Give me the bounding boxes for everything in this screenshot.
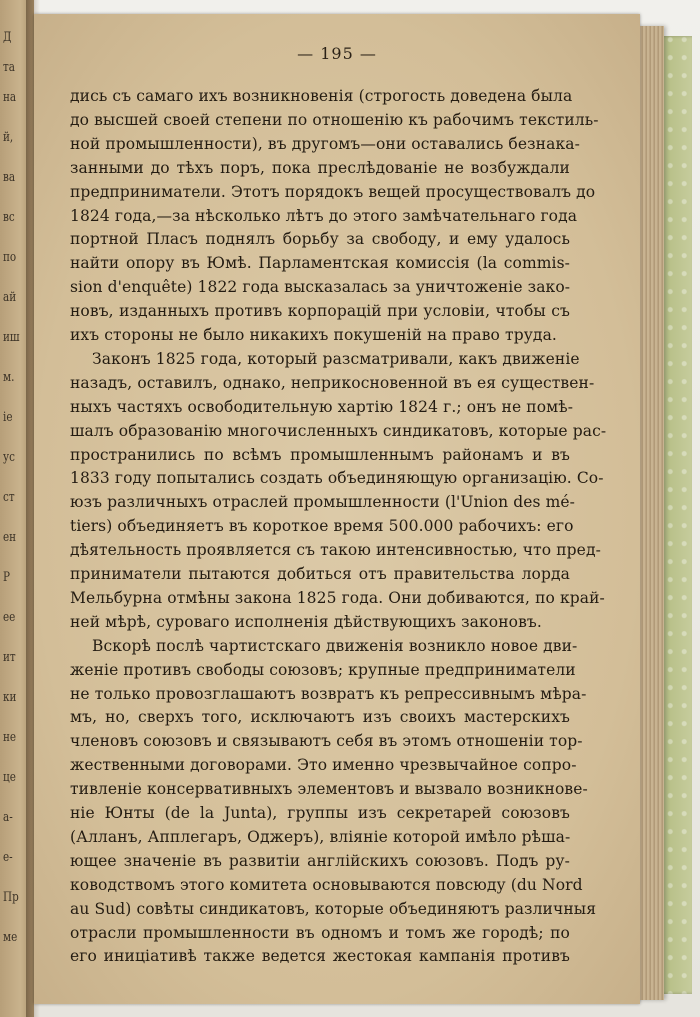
text-line: ней мѣрѣ, суроваго исполненія дѣйствующихъ законовъ.	[70, 612, 542, 631]
text-line: 1833 году попытались создать объединяющую организацію. Со-	[70, 469, 604, 488]
text-line: не только провозглашаютъ возвратъ къ репрессивнымъ мѣра-	[70, 684, 587, 703]
text-line: приниматели пытаются добиться отъ правительства лорда	[70, 565, 570, 583]
margin-fragment: иш	[3, 330, 20, 345]
text-line: ющее значеніе въ развитіи англійскихъ союзовъ. Подъ ру-	[70, 851, 570, 870]
margin-fragment: ст	[3, 490, 15, 505]
text-line: дѣятельность проявляется съ такою интенсивностью, что пред-	[70, 541, 601, 560]
margin-fragment: по	[3, 250, 17, 265]
text-line: au Sud) совѣты синдикатовъ, которые объединяютъ различныя	[70, 899, 597, 918]
margin-fragment: ус	[3, 450, 15, 465]
text-line: sion d'enquête) 1822 года высказалась за уничтоженіе зако-	[70, 278, 571, 297]
margin-fragment: та	[3, 60, 15, 75]
margin-fragment: на	[3, 90, 17, 105]
page-number: — 195 —	[297, 44, 377, 63]
text-line: занными до тѣхъ поръ, пока преслѣдованіе не возбуждали	[70, 158, 570, 177]
text-line: Вскорѣ послѣ чартистскаго движенія возникло новое дви-	[92, 636, 578, 655]
margin-fragment: ме	[3, 930, 18, 945]
text-line: ководствомъ этого комитета основываются повсюду (du Nord	[70, 875, 583, 894]
margin-fragment: м.	[3, 370, 15, 385]
text-line: жественными договорами. Это именно чрезвычайное сопро-	[70, 756, 577, 775]
text-line: предприниматели. Этотъ порядокъ вещей просуществовалъ до	[70, 182, 596, 201]
margin-fragment: ie	[3, 410, 13, 425]
margin-fragment: а-	[3, 810, 13, 825]
text-line: юзъ различныхъ отраслей промышленности (l'Union des mé-	[70, 493, 576, 512]
text-line: tiers) объединяетъ въ короткое время 500.000 рабочихъ: его	[70, 517, 574, 536]
text-line: ихъ стороны не было никакихъ покушеній на право труда.	[70, 326, 557, 344]
margin-fragment: ит	[3, 650, 16, 665]
text-line: назадъ, оставилъ, однако, неприкосновенной въ ея существен-	[70, 373, 595, 392]
text-line: портной Пласъ поднялъ борьбу за свободу, и ему удалось	[70, 230, 570, 249]
text-line: дись съ самаго ихъ возникновенія (строгость доведена была	[70, 87, 573, 105]
text-line: ныхъ частяхъ освободительную хартію 1824 г.; онъ не помѣ-	[70, 397, 574, 416]
margin-fragment: ен	[3, 530, 17, 545]
text-line: мъ, но, сверхъ того, исключаютъ изъ своихъ мастерскихъ	[70, 708, 570, 727]
text-line: до высшей своей степени по отношенію къ рабочимъ текстиль-	[70, 110, 599, 129]
text-line: отрасли промышленности въ одномъ и томъ же городѣ; по	[70, 923, 570, 942]
margin-fragment: Д	[3, 30, 12, 45]
text-line: его иниціативѣ также ведется жестокая кампанія противъ	[70, 947, 570, 966]
text-line: Мельбурна отмѣны закона 1825 года. Они добиваются, по край-	[70, 588, 605, 607]
text-line: найти опору въ Юмѣ. Парламентская комиссія (la commis-	[70, 254, 570, 273]
page-text	[34, 14, 640, 1004]
margin-fragment: ки	[3, 690, 17, 705]
margin-fragment: не	[3, 730, 17, 745]
text-line: Законъ 1825 года, который разсматривали, какъ движеніе	[92, 349, 580, 368]
margin-fragment: Пр	[3, 890, 19, 905]
margin-fragment: це	[3, 770, 16, 785]
book-page	[34, 14, 640, 1004]
margin-fragment: е-	[3, 850, 13, 865]
text-line: членовъ союзовъ и связываютъ себя въ этомъ отношеніи тор-	[70, 732, 583, 751]
margin-fragment: ай	[3, 290, 17, 305]
text-line: женіе противъ свободы союзовъ; крупные предприниматели	[70, 660, 576, 679]
text-line: 1824 года,—за нѣсколько лѣтъ до этого замѣчательнаго года	[70, 206, 578, 225]
text-line: тивленіе консервативныхъ элементовъ и вызвало возникнове-	[70, 780, 588, 799]
text-line: (Алланъ, Апплегаръ, Оджеръ), вліяніе которой имѣло рѣша-	[70, 827, 571, 846]
text-line: ной промышленности), въ другомъ—они оставались безнака-	[70, 134, 580, 153]
text-line: ніе Юнты (de la Junta), группы изъ секретарей союзовъ	[70, 804, 570, 822]
text-line: пространились по всѣмъ промышленнымъ районамъ и въ	[70, 445, 570, 464]
margin-fragment: й,	[3, 130, 14, 145]
margin-fragment: ва	[3, 170, 16, 185]
margin-fragment: ee	[3, 610, 16, 625]
text-line: шалъ образованію многочисленныхъ синдикатовъ, которые рас-	[70, 421, 607, 440]
margin-fragment: Р	[3, 570, 10, 585]
margin-fragment: вс	[3, 210, 15, 225]
text-line: новъ, изданныхъ противъ корпорацій при условіи, чтобы съ	[70, 302, 570, 321]
